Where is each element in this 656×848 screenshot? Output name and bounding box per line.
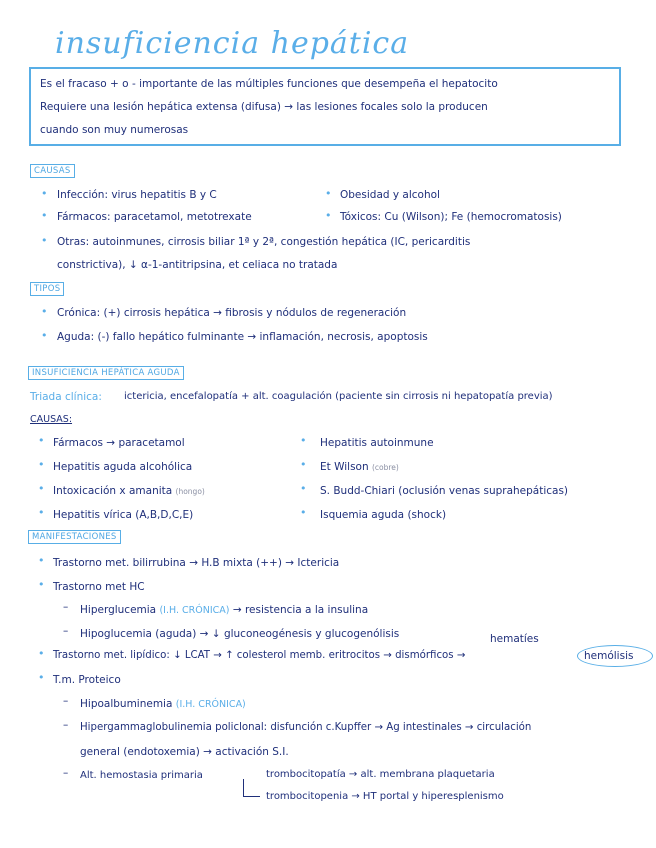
manif-hipergamma-2: general (endotoxemia) → activación S.I. bbox=[80, 746, 289, 758]
causa-infeccion: Infección: virus hepatitis B y C bbox=[57, 189, 217, 201]
section-tag-causas: CAUSAS bbox=[30, 164, 75, 178]
manif-hiperglucemia bbox=[80, 604, 368, 616]
bullet-dot: • bbox=[38, 647, 45, 660]
causa-aguda-wilson bbox=[320, 461, 399, 473]
causa-aguda-hepatitis-virica: Hepatitis vírica (A,B,D,C,E) bbox=[53, 509, 194, 521]
tipo-cronica: Crónica: (+) cirrosis hepática → fibrosis y nódulos de regeneración bbox=[57, 307, 407, 319]
bullet-dot: • bbox=[38, 458, 45, 471]
causa-aguda-amanita bbox=[53, 485, 205, 497]
manif-bilirrubina: Trastorno met. bilirrubina → H.B mixta (++) → Ictericia bbox=[53, 557, 340, 569]
causa-farmacos: Fármacos: paracetamol, metotrexate bbox=[57, 211, 252, 223]
wilson-note: (cobre) bbox=[371, 463, 399, 472]
manif-hemostasia-label: Alt. hemostasia primaria bbox=[80, 770, 203, 781]
manif-hipoalbuminemia bbox=[80, 698, 246, 710]
dash-marker: – bbox=[63, 719, 69, 731]
bullet-dot: • bbox=[300, 482, 307, 495]
intro-line-3: cuando son muy numerosas bbox=[40, 124, 189, 136]
manif-hc: Trastorno met HC bbox=[53, 581, 145, 593]
causa-aguda-autoinmune: Hepatitis autoinmune bbox=[320, 437, 434, 449]
bracket-connector bbox=[243, 779, 260, 797]
hiperglucemia-tag: (I.H. CRÓNICA) bbox=[159, 605, 230, 616]
bullet-dot: • bbox=[41, 187, 48, 200]
manif-hemostasia-1: trombocitopatía → alt. membrana plaquetaria bbox=[266, 769, 495, 780]
bullet-dot: • bbox=[300, 434, 307, 447]
bullet-dot: • bbox=[300, 458, 307, 471]
bullet-dot: • bbox=[38, 554, 45, 567]
hiperglucemia-result: → resistencia a la insulina bbox=[232, 604, 369, 616]
bullet-dot: • bbox=[38, 434, 45, 447]
bullet-dot: • bbox=[41, 209, 48, 222]
causa-toxicos: Tóxicos: Cu (Wilson); Fe (hemocromatosis) bbox=[340, 211, 562, 223]
tipo-aguda: Aguda: (-) fallo hepático fulminante → inflamación, necrosis, apoptosis bbox=[57, 331, 428, 343]
bullet-dot: • bbox=[38, 578, 45, 591]
causa-obesidad: Obesidad y alcohol bbox=[340, 189, 440, 201]
manif-hipoglucemia: Hipoglucemia (aguda) → ↓ gluconeogénesis y glucogenólisis bbox=[80, 628, 400, 640]
bullet-dot: • bbox=[325, 187, 332, 200]
causa-otras-1: Otras: autoinmunes, cirrosis biliar 1ª y 2ª, congestión hepática (IC, pericarditis bbox=[57, 236, 471, 248]
hipoalbuminemia-tag: (I.H. CRÓNICA) bbox=[175, 699, 246, 710]
wilson-text: Et Wilson bbox=[320, 461, 369, 473]
bullet-dot: • bbox=[38, 671, 45, 684]
intro-box bbox=[29, 67, 621, 146]
hipoalbuminemia-label: Hipoalbuminemia bbox=[80, 698, 173, 710]
section-tag-aguda: INSUFICIENCIA HEPÁTICA AGUDA bbox=[28, 366, 184, 380]
hemolisis-label: hemólisis bbox=[584, 650, 634, 662]
triada-text: ictericia, encefalopatía + alt. coagulación (paciente sin cirrosis ni hepatopatía previa) bbox=[124, 391, 553, 402]
section-tag-manifestaciones: MANIFESTACIONES bbox=[28, 530, 121, 544]
manif-hipergamma-1: Hipergammaglobulinemia policlonal: disfunción c.Kupffer → Ag intestinales → circulación bbox=[80, 722, 532, 733]
causa-aguda-isquemia: Isquemia aguda (shock) bbox=[320, 509, 447, 521]
bullet-dot: • bbox=[300, 506, 307, 519]
manif-hemostasia-2: trombocitopenia → HT portal y hiperesplenismo bbox=[266, 791, 504, 802]
bullet-dot: • bbox=[41, 329, 48, 342]
bullet-dot: • bbox=[38, 482, 45, 495]
manif-proteico: T.m. Proteico bbox=[53, 674, 121, 686]
causa-aguda-budd-chiari: S. Budd-Chiari (oclusión venas suprahepáticas) bbox=[320, 485, 569, 497]
hiperglucemia-label: Hiperglucemia bbox=[80, 604, 157, 616]
intro-line-1: Es el fracaso + o - importante de las múltiples funciones que desempeña el hepatocito bbox=[40, 78, 498, 90]
section-tag-tipos: TIPOS bbox=[30, 282, 64, 296]
dash-marker: – bbox=[63, 695, 69, 707]
hematies-note: hematíes bbox=[490, 633, 539, 645]
causas-aguda-label: CAUSAS: bbox=[30, 414, 73, 425]
causa-aguda-farmacos: Fármacos → paracetamol bbox=[53, 437, 185, 449]
dash-marker: – bbox=[63, 601, 69, 613]
bullet-dot: • bbox=[38, 506, 45, 519]
manif-lipidico: Trastorno met. lipídico: ↓ LCAT → ↑ colesterol memb. eritrocitos → dismórficos → bbox=[53, 650, 466, 661]
dash-marker: – bbox=[63, 767, 69, 779]
page-title: insuficiencia hepática bbox=[55, 26, 410, 61]
bullet-dot: • bbox=[325, 209, 332, 222]
bullet-dot: • bbox=[41, 234, 48, 247]
amanita-note: (hongo) bbox=[175, 487, 205, 496]
bullet-dot: • bbox=[41, 305, 48, 318]
intro-line-2: Requiere una lesión hepática extensa (difusa) → las lesiones focales solo la producen bbox=[40, 101, 488, 113]
causa-aguda-hepatitis-alcoholica: Hepatitis aguda alcohólica bbox=[53, 461, 193, 473]
triada-label: Triada clínica: bbox=[30, 391, 102, 403]
dash-marker: – bbox=[63, 625, 69, 637]
causa-otras-2: constrictiva), ↓ α-1-antitripsina, et celiaca no tratada bbox=[57, 259, 338, 271]
amanita-text: Intoxicación x amanita bbox=[53, 485, 173, 497]
